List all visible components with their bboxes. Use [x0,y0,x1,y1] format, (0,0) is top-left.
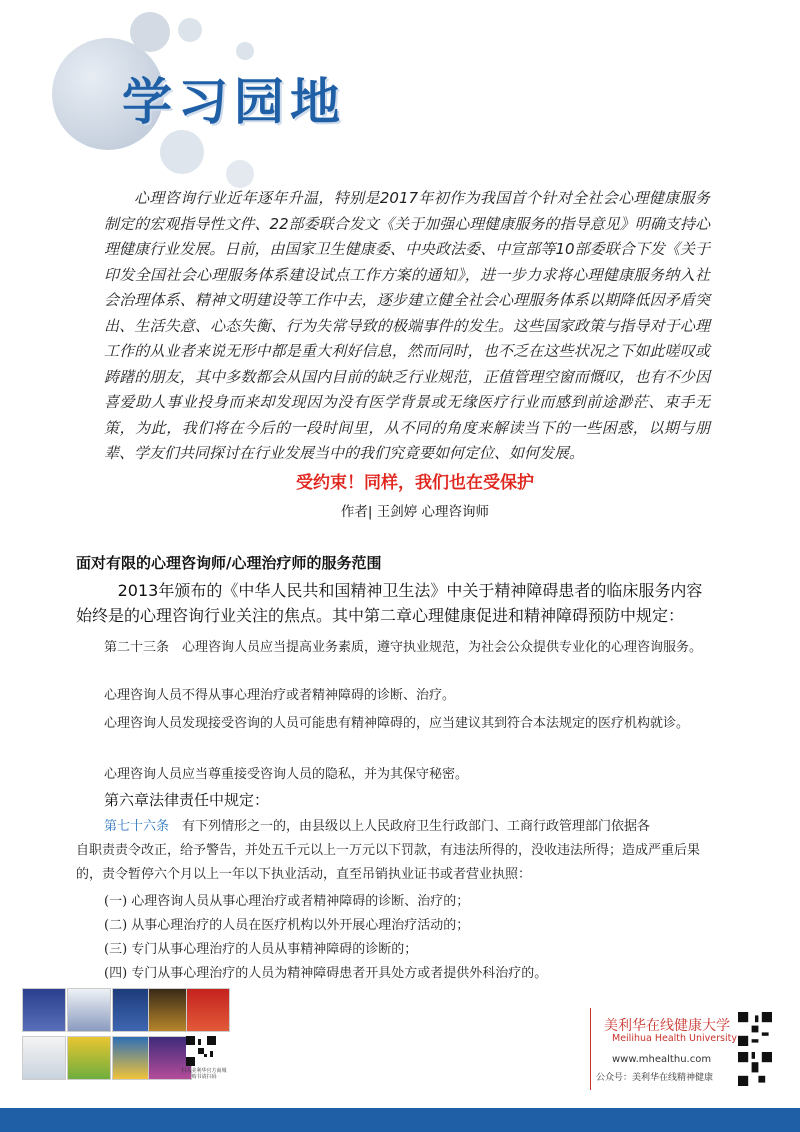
book-cover[interactable] [67,988,111,1032]
article-author: 作者| 王剑婷 心理咨询师 [340,504,490,520]
section-heading: 面对有限的心理咨询师/心理治疗师的服务范围 [76,554,382,572]
website-link[interactable]: www.mhealthu.com [612,1054,712,1065]
divider [590,1008,591,1090]
brand-name-en: Meilihua Health University [612,1033,737,1044]
qr-code-icon[interactable] [738,1012,772,1046]
book-cover[interactable] [22,1036,66,1080]
law-clause: 心理咨询人员应当尊重接受咨询人员的隐私，并为其保守秘密。 [104,767,469,782]
article-paragraph: 2013年颁布的《中华人民共和国精神卫生法》中关于精神障碍患者的临床服务内容始终是的心理咨询行业关注的焦点。其中第二章心理健康促进和精神障碍预防中规定： [76,581,703,625]
article-title: 受约束！同样，我们也在受保护 [296,473,534,493]
list-item: (四) 专门从事心理治疗的人员为精神障碍患者开具处方或者提供外科治疗的。 [104,966,548,981]
book-cover[interactable] [22,988,66,1032]
article-number: 第七十六条 [104,819,170,834]
decor-bubble [160,130,204,174]
law-article-23: 第二十三条 心理咨询人员应当提高业务素质，遵守执业规范，为社会公众提供专业化的心理咨询服务。 [104,640,703,655]
intro-paragraph: 心理咨询行业近年逐年升温，特别是2017年初作为我国首个针对全社会心理健康服务制定的宏观指导性文件、22部委联合发文《关于加强心理健康服务的指导意见》明确支持心理健康行业发展。日前，由国家卫生健康委、中央政法委、中宣部等10部委联合下发《关于印发全国社会心理服务体系建设试点工作方案的通知》，进一步力求将心理健康服务纳入社会治理体系、精神文明建设等工作中去，逐步建立健全社会心理服务体系以期降低因矛盾突出、生活失意、心态失衡、行为失常导致的极端事件的发生。这些国家政策与指导对于心理工作的从业者来说无形中都是重大利好信息，然而同时，也不乏在这些状况之下如此嗟叹或踌躇的朋友，其中多数都会从国内目前的缺乏行业规范，正值管理空窗而慨叹，也有不少因喜爱助人事业投身而来却发现因为没有医学背景或无缘医疗行业而感到前途渺茫、束手无策，为此，我们将在今后的一段时间里，从不同的角度来解读当下的一些困惑，以期与朋辈、学友们共同探讨在行业发展当中的我们究竟要如何定位、如何发展。 [104,189,710,462]
qr-code-icon[interactable] [186,1036,216,1066]
list-item: (一) 心理咨询人员从事心理治疗或者精神障碍的诊断、治疗的； [104,894,470,909]
article-text: 有下列情形之一的，由县级以上人民政府卫生行政部门、工商行政管理部门依据各 [169,819,651,834]
law-clause: 心理咨询人员发现接受咨询的人员可能患有精神障碍的，应当建议其到符合本法规定的医疗机构就诊。 [104,716,690,731]
qr-code-icon[interactable] [738,1052,772,1086]
book-cover[interactable] [67,1036,111,1080]
decor-bubble [236,42,254,60]
list-item: (二) 从事心理治疗的人员在医疗机构以外开展心理治疗活动的； [104,918,470,933]
chapter-heading: 第六章法律责任中规定： [104,791,270,809]
brand-name: 美利华在线健康大学 [604,1018,730,1034]
list-item: (三) 专门从事心理治疗的人员从事精神障碍的诊断的； [104,942,418,957]
footer-bar [0,1108,800,1132]
law-article-76 [104,815,716,839]
decor-bubble [226,160,254,188]
law-article-76-cont: 自职责责令改正，给予警告，并处五千元以上一万元以下罚款，有违法所得的，没收违法所得；造成严重后果的，责令暂停六个月以上一年以下执业活动，直至吊销执业证书或者营业执照： [76,843,701,882]
page-title: 学习园地 [122,73,346,131]
law-items-list [104,890,704,986]
book-cover[interactable] [186,988,230,1032]
decor-bubble [130,12,170,52]
wechat-account: 公众号：美利华在线精神健康 [596,1073,714,1083]
decor-bubble [178,18,202,42]
law-clause: 心理咨询人员不得从事心理治疗或者精神障碍的诊断、治疗。 [104,688,456,703]
qr-caption: 扫入美利华官方商城 购书请扫码 [181,1068,227,1080]
